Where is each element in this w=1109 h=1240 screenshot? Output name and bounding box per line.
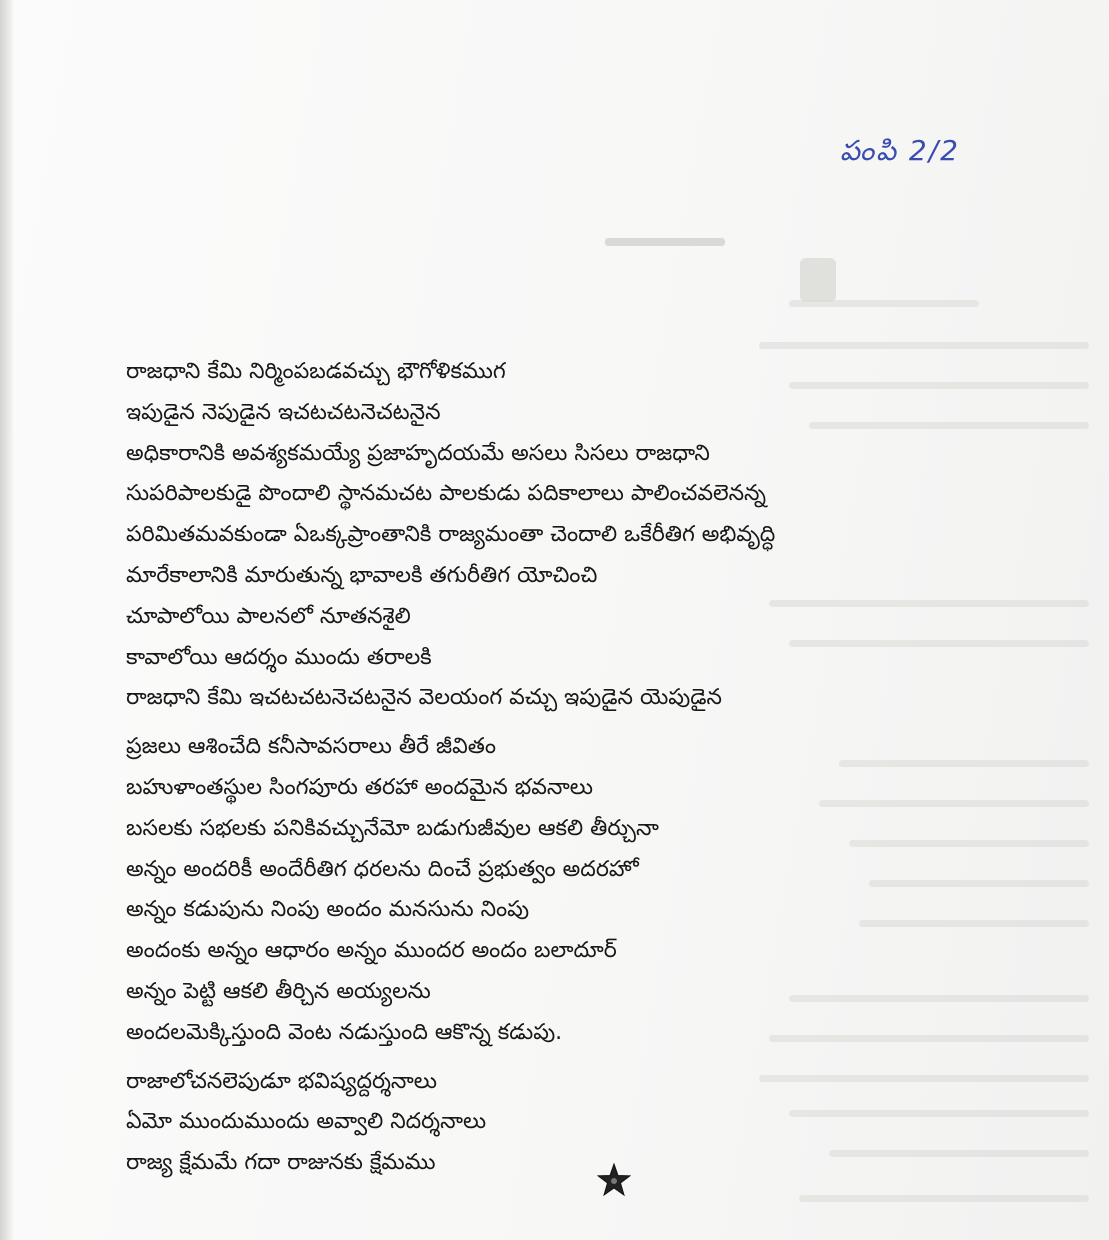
bleed-through-blot [800, 258, 836, 302]
star-icon [597, 1163, 631, 1197]
page-edge-shadow [0, 0, 14, 1240]
poem-line: చూపాలోయి పాలనలో నూతనశైలి [126, 603, 411, 629]
poem-line: అన్నం అందరికీ అందేరీతిగ ధరలను దించే ప్రభుత్వం అదరహో [126, 856, 639, 882]
poem-line: మారేకాలానికి మారుతున్న భావాలకి తగురీతిగ యోచించి [126, 562, 598, 588]
bleed-through-mark [605, 238, 725, 246]
bleed-through-line [789, 300, 979, 307]
poem-line: ఏమో ముందుముందు అవ్వాలి నిదర్శనాలు [126, 1109, 487, 1135]
poem-line: రాజాలోచనలెపుడూ భవిష్యద్దర్శనాలు [126, 1068, 437, 1094]
poem-line: అధికారానికి అవశ్యకమయ్యే ప్రజాహృదయమే అసలు సిసలు రాజధాని [126, 440, 710, 466]
poem-line: ప్రజలు ఆశించేది కనీసావసరాలు తీరే జీవితం [126, 734, 497, 760]
bleed-through-line [799, 1195, 1089, 1202]
poem-line: రాజధాని కేమి ఇచటచటనెచటనైన వెలయంగ వచ్చు ఇపుడైన యెపుడైన [126, 685, 722, 711]
poem-line: పరిమితమవకుండా ఏఒక్కప్రాంతానికి రాజ్యమంతా చెందాలి ఒకేరీతిగ అభివృద్ధి [126, 522, 776, 548]
poem-line: అందలమెక్కిస్తుంది వెంట నడుస్తుంది ఆకొన్న కడుపు. [126, 1019, 563, 1045]
poem-line: అన్నం కడుపును నింపు అందం మనసును నింపు [126, 897, 530, 923]
poem-line: బహుళాంతస్థుల సింగపూరు తరహా అందమైన భవనాలు [126, 774, 593, 800]
poem-stanza [126, 727, 1026, 1053]
poem-line: రాజ్య క్షేమమే గదా రాజునకు క్షేమము [126, 1150, 436, 1176]
poem-line: రాజధాని కేమి నిర్మింపబడవచ్చు భౌగోళికముగ [126, 359, 506, 384]
poem-line: కావాలోయి ఆదర్శం ముందు తరాలకి [126, 644, 432, 670]
handwritten-annotation: పంపి 2/2 [840, 134, 960, 167]
poem-line: బసలకు సభలకు పనికివచ్చునేమో బడుగుజీవుల ఆకలి తీర్చునా [126, 815, 659, 841]
poem-body [126, 352, 1026, 1192]
poem-line: సుపరిపాలకుడై పొందాలి స్థానమచట పాలకుడు పదికాలాలు పాలించవలెనన్న [126, 481, 767, 507]
poem-line: ఇపుడైన నెపుడైన ఇచటచటనెచటనైన [126, 399, 441, 425]
bleed-through-line [759, 342, 1089, 349]
poem-line: అందంకు అన్నం ఆధారం అన్నం ముందర అందం బలాదూర్ [126, 938, 617, 964]
poem-stanza [126, 352, 1026, 719]
poem-line: అన్నం పెట్టి ఆకలి తీర్చిన అయ్యలను [126, 978, 431, 1004]
poem-stanza [126, 1062, 1026, 1184]
